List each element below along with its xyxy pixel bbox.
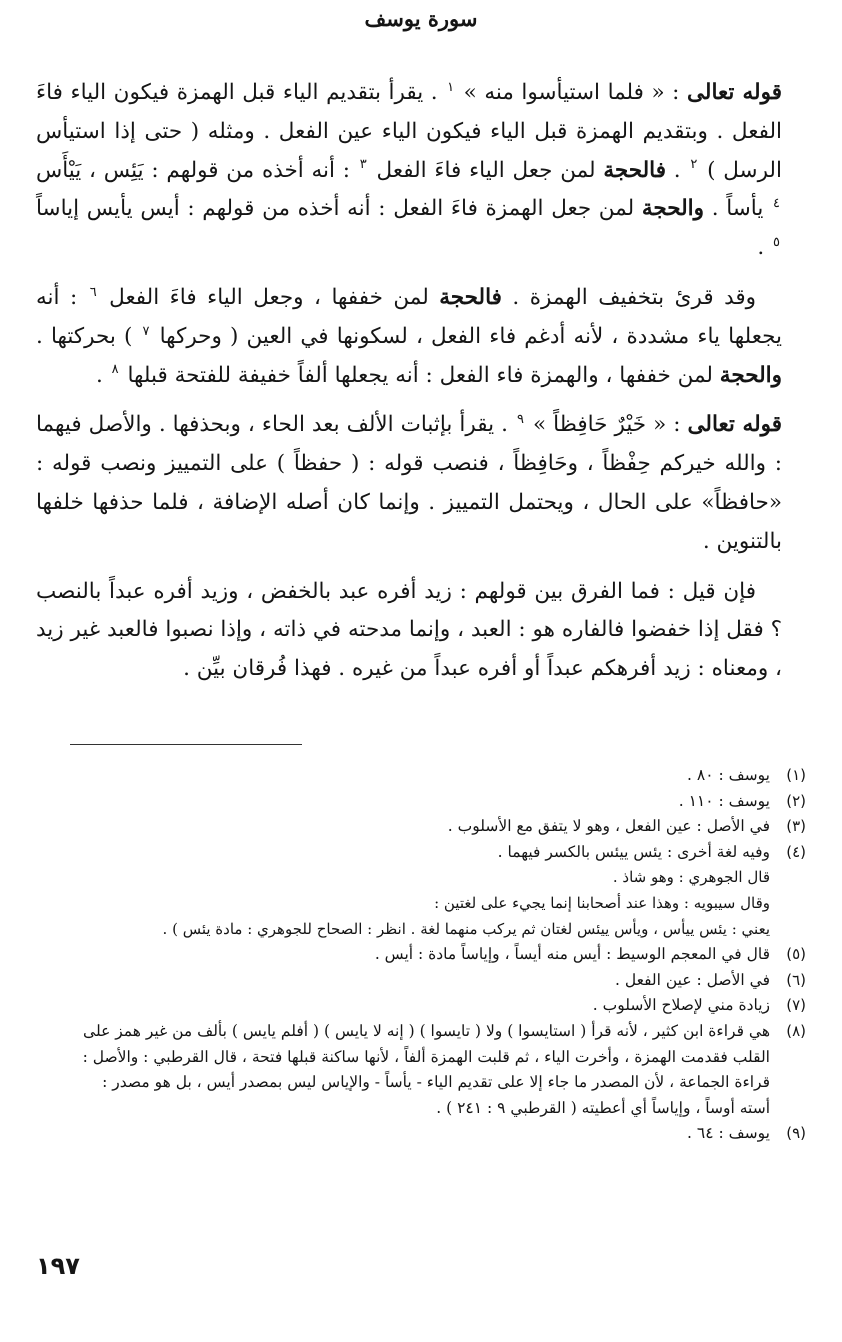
footnote-line: وقال سيبويه : وهذا عند أصحابنا إنما يجيء على لغتين : bbox=[434, 893, 770, 912]
footnote bbox=[32, 814, 806, 840]
footnote-text bbox=[32, 814, 770, 840]
footnote bbox=[32, 968, 806, 994]
footnote-line: قال الجوهري : وهو شاذ . bbox=[612, 868, 770, 887]
running-header: سورة يوسف bbox=[364, 6, 478, 31]
footnote bbox=[32, 865, 806, 891]
footnote-line: وفيه لغة أخرى : يئس ييئس بالكسر فيهما . bbox=[497, 842, 770, 861]
main-text bbox=[36, 74, 782, 689]
footnote-number: (٢) bbox=[786, 791, 806, 810]
argument-keyword: والحجة bbox=[641, 196, 705, 222]
footnote-text bbox=[32, 942, 770, 968]
footnote-ref[interactable]: ٨ bbox=[111, 362, 119, 378]
footnote-text bbox=[32, 917, 770, 943]
verse-lead: قوله تعالى bbox=[686, 80, 782, 105]
paragraph-1: قوله تعالى : « فلما استيأسوا منه » $^١$ . يقرأ بتقديم الياء قبل الهمزة فيكون الياء فاءَ الفعل . وبتقديم الهمزة قبل الياء فيكون الياء عين الفعل . ومثله ( حتى إذا استيأس الرسل ) $^٢$ . فالحجة لمن جعل الياء فاءَ الفعل $^٣$ : أنه أخذه من قولهم : يَئِس ، يَيْأَس $^٤$ يأساً . والحجة لمن جعل الهمزة فاءَ الفعل : أنه أخذه من قولهم : أيس يأيس إياساً $^٥$ . bbox=[36, 79, 782, 261]
footnote-line: يوسف : ١١٠ . bbox=[678, 791, 770, 810]
footnote-number: (٣) bbox=[786, 817, 806, 836]
footnote bbox=[32, 789, 806, 815]
footnote bbox=[32, 840, 806, 866]
footnote-line: في الأصل : عين الفعل . bbox=[615, 970, 770, 989]
footnote-ref[interactable]: ٧ bbox=[142, 323, 150, 339]
footnote-number: (٦) bbox=[786, 970, 806, 989]
footnote-text bbox=[32, 789, 770, 815]
footnote-line: أسته أوساً ، وإياساً أي أعطيته ( القرطبي ٩ : ٢٤١ ) . bbox=[436, 1098, 770, 1117]
footnote-line: في الأصل : عين الفعل ، وهو لا يتفق مع الأسلوب . bbox=[447, 817, 770, 836]
footnote-ref[interactable]: ٩ bbox=[516, 412, 524, 428]
footnote-number: (٥) bbox=[786, 945, 806, 964]
footnote-ref[interactable]: ٣ bbox=[359, 157, 367, 173]
verse-lead: قوله تعالى bbox=[687, 412, 783, 438]
footnote-number: (٩) bbox=[786, 1124, 806, 1143]
footnote-ref[interactable]: ١ bbox=[447, 79, 455, 95]
paragraph-3: قوله تعالى : « خَيْرٌ حَافِظاً » $^٩$ . يقرأ بإثبات الألف بعد الحاء ، وبحذفها . والأصل فيهما : والله خيركم حِفْظاً ، وحَافِظاً ، فنصب قوله : ( حفظاً ) على التمييز ونصب قوله : «حافظاً» على الحال ، ويحتمل التمييز . وإنما كان أصله الإضافة ، فلما حذفها خلفها بالتنوين . bbox=[36, 412, 783, 554]
footnote-line: هي قراءة ابن كثير ، لأنه قرأ ( استايسوا ) ولا ( تايسوا ) ( إنه لا يايس ) ( أفلم يايس ) بألف من غير همز على bbox=[83, 1021, 770, 1040]
paragraph-2: وقد قرئ بتخفيف الهمزة . فالحجة لمن خففها ، وجعل الياء فاءَ الفعل $^٦$ : أنه يجعلها ياء مشددة ، لأنه أدغم فاء الفعل ، لسكونها في العين ( وحركها $^٧$ ) بحركتها . والحجة لمن خففها ، والهمزة فاء الفعل : أنه يجعلها ألفاً خفيفة للفتحة قبلها $^٨$ . bbox=[36, 284, 782, 388]
footnote bbox=[32, 1121, 806, 1147]
footnote-line: القلب فقدمت الهمزة ، وأخرت الياء ، ثم قلبت الهمزة ألفاً ، لأنها ساكنة قبلها فتحة ، قال القرطبي : والأصل : bbox=[82, 1047, 770, 1066]
footnote-ref[interactable]: ٤ bbox=[772, 196, 780, 212]
footnote-ref[interactable]: ٢ bbox=[690, 157, 698, 173]
footnote-line: يعني : يئس ييأس ، ويأس ييئس لغتان ثم يركب منهما لغة . انظر : الصحاح للجوهري : مادة يئس ) . bbox=[162, 919, 770, 938]
argument-keyword: والحجة bbox=[719, 362, 782, 388]
footnote-number: (٨) bbox=[786, 1021, 806, 1040]
footnote-text bbox=[32, 993, 770, 1019]
footnote-text bbox=[32, 763, 770, 789]
footnote-text bbox=[32, 1121, 770, 1147]
footnote-number: (٧) bbox=[786, 996, 806, 1015]
footnote-text bbox=[32, 840, 770, 866]
footnote-number: (٤) bbox=[786, 842, 806, 861]
footnote bbox=[32, 917, 806, 943]
page-number: ١٩٧ bbox=[36, 1252, 80, 1280]
footnote-ref[interactable]: ٦ bbox=[89, 284, 97, 300]
paragraph-4: فإن قيل : فما الفرق بين قولهم : زيد أفره عبد بالخفض ، وزيد أفره عبداً بالنصب ؟ فقل إذا خفضوا فالفاره هو : العبد ، وإنما مدحته في ذاته ، وإذا نصبوا فالعبد غير زيد ، ومعناه : زيد أفرهكم عبداً أو أفره عبداً من غيره . فهذا فُرقان بيِّن . bbox=[36, 578, 782, 682]
footnote-line: قال في المعجم الوسيط : أيس منه أيساً ، وإياساً مادة : أيس . bbox=[374, 945, 770, 964]
footnote bbox=[32, 891, 806, 917]
footnote bbox=[32, 993, 806, 1019]
argument-keyword: فالحجة bbox=[439, 284, 502, 310]
argument-keyword: فالحجة bbox=[603, 157, 666, 183]
footnote-ref[interactable]: ٥ bbox=[773, 235, 780, 251]
footnote-line: يوسف : ٨٠ . bbox=[687, 766, 770, 784]
footnote bbox=[32, 942, 806, 968]
footnote-text bbox=[32, 865, 770, 891]
footnote bbox=[32, 763, 806, 789]
footnote bbox=[32, 1019, 806, 1121]
footnote-text bbox=[32, 891, 770, 917]
footnote-line: قراءة الجماعة ، لأن المصدر ما جاء إلا على تقديم الياء - يأساً - والإياس ليس بمصدر أيس ، بل هو مصدر : bbox=[102, 1073, 770, 1092]
footnote-text bbox=[32, 968, 770, 994]
footnote-number: (١) bbox=[786, 766, 806, 784]
footnote-separator bbox=[70, 744, 302, 745]
footnote-line: زيادة مني لإصلاح الأسلوب . bbox=[592, 996, 770, 1015]
footnotes bbox=[32, 763, 806, 1147]
footnote-text bbox=[32, 1019, 770, 1121]
footnote-line: يوسف : ٦٤ . bbox=[687, 1124, 770, 1143]
